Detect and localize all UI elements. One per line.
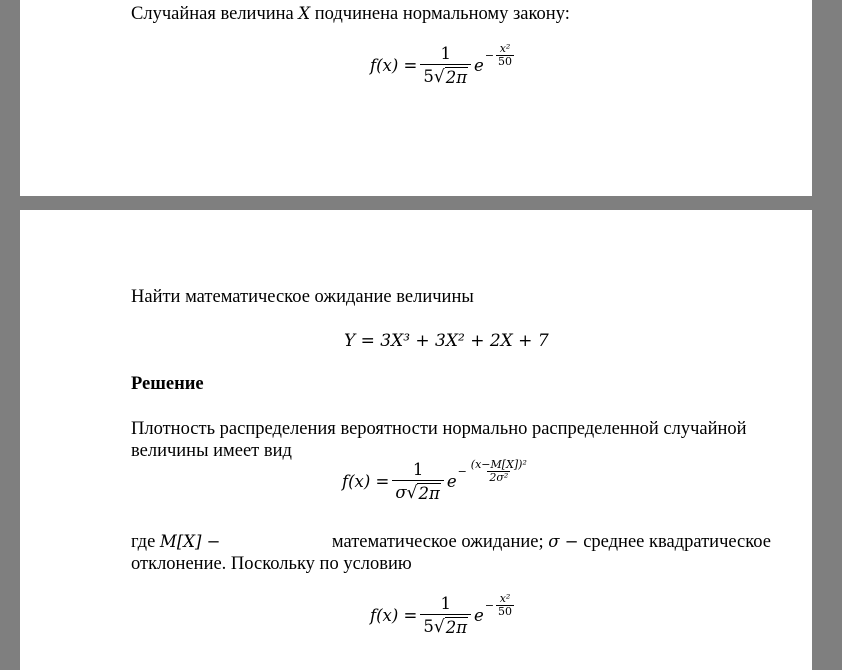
intro-prefix: Случайная величина [131, 4, 299, 24]
solution-heading: Решение [131, 374, 204, 394]
formula-fraction [420, 44, 471, 87]
where-part-2 [332, 531, 771, 553]
sqrt [434, 67, 468, 87]
exponent [485, 43, 514, 68]
paragraph-line-1: Плотность распределения вероятности нормально распределенной случайной [131, 419, 747, 439]
formula-fraction [392, 460, 443, 503]
sqrt-radicand: 2π [445, 618, 468, 637]
expectation-symbol: M[X] − [159, 532, 221, 551]
where-line-1 [131, 531, 771, 553]
sqrt-sign: √ [433, 67, 445, 87]
formula-lhs: f(x) = [370, 56, 418, 75]
exp-fraction [469, 459, 529, 484]
exp-base: e [474, 606, 484, 625]
exponent [485, 593, 514, 618]
formula-given-repeat [370, 594, 514, 637]
den-coefficient: 5 [423, 67, 434, 86]
sqrt-radicand: 2π [445, 68, 468, 87]
sigma-desc: среднее квадратическое [578, 532, 771, 552]
exp-denominator: 50 [498, 55, 513, 68]
intro-text [131, 3, 570, 25]
sqrt-sign: √ [433, 617, 445, 637]
formula-denominator [420, 64, 471, 87]
sigma-symbol: σ − [548, 532, 579, 551]
page-2 [20, 210, 812, 670]
task-text: Найти математическое ожидание величины [131, 287, 474, 307]
exp-sign: − [457, 465, 467, 478]
den-coefficient: σ [395, 483, 407, 502]
formula-numerator: 1 [412, 460, 424, 479]
y-formula: Y = 3X³ + 3X² + 2X + 7 [344, 331, 549, 351]
formula-lhs: f(x) = [342, 472, 390, 491]
exp-denominator: 50 [498, 605, 513, 618]
formula-denominator [420, 614, 471, 637]
sqrt [407, 483, 441, 503]
exp-base: e [446, 472, 457, 491]
exp-fraction [496, 43, 514, 68]
exp-base: e [474, 56, 484, 75]
exp-fraction [496, 593, 514, 618]
exp-denominator: 2σ² [489, 471, 509, 484]
sqrt [434, 617, 468, 637]
where-part-1 [131, 531, 221, 553]
exp-sign: − [484, 599, 495, 612]
page-1 [20, 0, 812, 196]
exp-sign: − [484, 49, 495, 62]
intro-variable: X [298, 4, 311, 23]
exp-numerator: x² [499, 42, 511, 55]
paragraph-line-2: величины имеет вид [131, 441, 292, 461]
sqrt-radicand: 2π [418, 484, 440, 503]
formula-lhs: f(x) = [370, 606, 418, 625]
intro-suffix: подчинена нормальному закону: [310, 4, 570, 24]
formula-numerator: 1 [440, 594, 451, 613]
formula-denominator [392, 480, 443, 503]
formula-given [370, 44, 514, 87]
formula-fraction [420, 594, 471, 637]
expectation-desc: математическое ожидание; [331, 532, 549, 552]
formula-numerator: 1 [440, 44, 451, 63]
exponent [458, 459, 529, 484]
exp-numerator: (x−M[X])² [470, 458, 527, 471]
where-line-2: отклонение. Поскольку по условию [131, 554, 412, 574]
formula-general [342, 460, 529, 503]
sqrt-sign: √ [406, 483, 418, 503]
den-coefficient: 5 [423, 617, 434, 636]
where-label: где [131, 532, 160, 552]
exp-numerator: x² [499, 592, 511, 605]
